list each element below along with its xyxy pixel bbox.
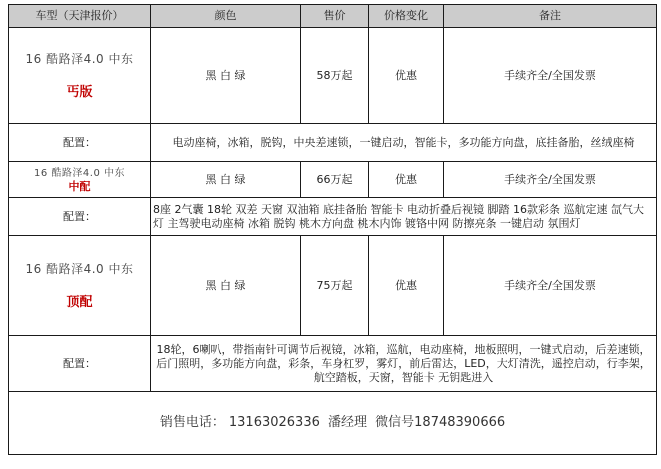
header-price: 售价 — [301, 5, 369, 28]
header-model: 车型（天津报价） — [9, 5, 151, 28]
table-row — [9, 28, 657, 124]
model-cell — [9, 162, 151, 198]
model-name: 16 酷路泽4.0 中东 — [25, 51, 134, 66]
model-name: 16 酷路泽4.0 中东 — [25, 261, 134, 276]
price-cell: 66万起 — [301, 162, 369, 198]
config-text: 18轮，6喇叭，带指南针可调节后视镜，冰箱，巡航，电动座椅，地板照明，一键式启动，后差速锁，后门照明，多功能方向盘，彩条，车身杠罗，雾灯，前后雷达，LED，大灯清洗，遥控启动，行李架，航空踏板，天窗，智能卡 无钥匙进入 — [151, 336, 657, 392]
config-label: 配置： — [9, 336, 151, 392]
header-color: 颜色 — [151, 5, 301, 28]
color-cell: 黑 白 绿 — [151, 162, 301, 198]
price-change-cell: 优惠 — [369, 28, 444, 124]
model-name: 16 酷路泽4.0 中东 — [34, 167, 125, 179]
model-cell — [9, 236, 151, 336]
config-row — [9, 198, 657, 236]
sales-phone-label: 销售电话： — [159, 415, 225, 430]
sales-contact — [9, 392, 657, 455]
header-row — [9, 5, 657, 28]
price-change-cell: 优惠 — [369, 162, 444, 198]
trim-label: 丐版 — [66, 84, 93, 100]
sales-phone: 13163026336 — [228, 415, 320, 430]
sales-contact-name: 潘经理 — [328, 415, 368, 430]
price-table — [8, 4, 657, 455]
footer-row — [9, 392, 657, 455]
config-label: 配置： — [9, 198, 151, 236]
color-cell: 黑 白 绿 — [151, 28, 301, 124]
color-cell: 黑 白 绿 — [151, 236, 301, 336]
notes-cell: 手续齐全/全国发票 — [444, 28, 657, 124]
table-row — [9, 236, 657, 336]
price-change-cell: 优惠 — [369, 236, 444, 336]
model-cell — [9, 28, 151, 124]
trim-label: 中配 — [68, 179, 91, 193]
config-label: 配置： — [9, 124, 151, 162]
config-row — [9, 336, 657, 392]
header-price-change: 价格变化 — [369, 5, 444, 28]
config-text: 8座 2气囊 18轮 双差 天窗 双油箱 底挂备胎 智能卡 电动折叠后视镜 脚踏 16款彩条 巡航定速 氙气大灯 主驾驶电动座椅 冰箱 脱钩 桃木方向盘 桃木内饰 镀铬中网 防擦亮条 一键启动 氛围灯 — [151, 198, 657, 236]
price-cell: 75万起 — [301, 236, 369, 336]
notes-cell: 手续齐全/全国发票 — [444, 236, 657, 336]
config-row — [9, 124, 657, 162]
config-text: 电动座椅，冰箱，脱钩，中央差速锁，一键启动，智能卡，多功能方向盘，底挂备胎，丝绒座椅 — [151, 124, 657, 162]
notes-cell: 手续齐全/全国发票 — [444, 162, 657, 198]
table-row — [9, 162, 657, 198]
header-notes: 备注 — [444, 5, 657, 28]
trim-label: 顶配 — [66, 294, 93, 310]
price-cell: 58万起 — [301, 28, 369, 124]
sales-wechat: 微信号18748390666 — [375, 415, 506, 430]
